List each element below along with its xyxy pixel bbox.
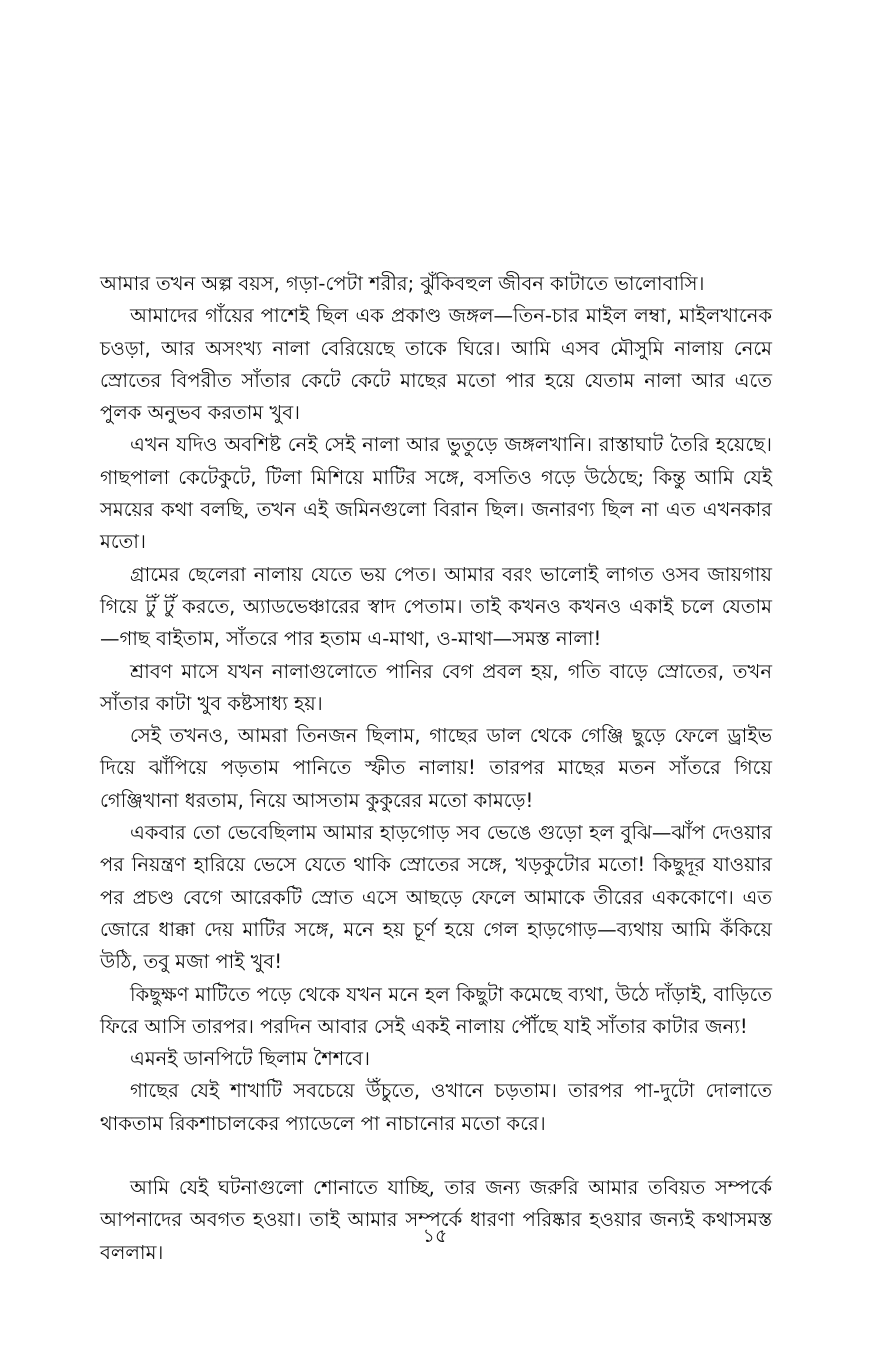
paragraph: শ্রাবণ মাসে যখন নালাগুলোতে পানির বেগ প্রবল হয়, গতি বাড়ে স্রোতের, তখন সাঁতার কাটা খুব কষ্টসাধ্য হয়।	[100, 659, 772, 715]
paragraph: সেই তখনও, আমরা তিনজন ছিলাম, গাছের ডাল থেকে গেঞ্জি ছুড়ে ফেলে ড্রাইভ দিয়ে ঝাঁপিয়ে পড়তাম পানিতে স্ফীত নালায়! তারপর মাছের মতন সাঁতরে গিয়ে গেঞ্জিখানা ধরতাম, নিয়ে আসতাম কুকুরের মতো কামড়ে!	[100, 724, 772, 812]
paragraph: আমার তখন অল্প বয়স, গড়া-পেটা শরীর; ঝুঁকিবহুল জীবন কাটাতে ভালোবাসি।	[100, 272, 705, 295]
paragraph: একবার তো ভেবেছিলাম আমার হাড়গোড় সব ভেঙে গুড়ো হল বুঝি—ঝাঁপ দেওয়ার পর নিয়ন্ত্রণ হারিয়ে ভেসে যেতে থাকি স্রোতের সঙ্গে, খড়কুটোর মতো! কিছুদূর যাওয়ার পর প্রচণ্ড বেগে আরেকটি স্রোত এসে আছড়ে ফেলে আমাকে তীরের এককোণে। এত জোরে ধাক্কা দেয় মাটির সঙ্গে, মনে হয় চূর্ণ হয়ে গেল হাড়গোড়—ব্যথায় আমি কঁকিয়ে উঠি, তবু মজা পাই খুব!	[100, 821, 772, 974]
paragraph: গাছের যেই শাখাটি সবচেয়ে উঁচুতে, ওখানে চড়তাম। তারপর পা-দুটো দোলাতে থাকতাম রিকশাচালকের প্যাডেলে পা নাচানোর মতো করে।	[100, 1079, 772, 1135]
paragraph: আমাদের গাঁয়ের পাশেই ছিল এক প্রকাণ্ড জঙ্গল—তিন-চার মাইল লম্বা, মাইলখানেক চওড়া, আর অসংখ্য নালা বেরিয়েছে তাকে ঘিরে। আমি এসব মৌসুমি নালায় নেমে স্রোতের বিপরীত সাঁতার কেটে কেটে মাছের মতো পার হয়ে যেতাম নালা আর এতে পুলক অনুভব করতাম খুব।	[100, 304, 772, 425]
paragraph: আমি যেই ঘটনাগুলো শোনাতে যাচ্ছি, তার জন্য জরুরি আমার তবিয়ত সম্পর্কে আপনাদের অবগত হওয়া। তাই আমার সম্পর্কে ধারণা পরিষ্কার হওয়ার জন্যই কথাসমস্ত বললাম।	[100, 1176, 772, 1264]
paragraph: এখন যদিও অবশিষ্ট নেই সেই নালা আর ভুতুড়ে জঙ্গলখানি। রাস্তাঘাট তৈরি হয়েছে। গাছপালা কেটেকুটে, টিলা মিশিয়ে মাটির সঙ্গে, বসতিও গড়ে উঠেছে; কিন্তু আমি যেই সময়ের কথা বলছি, তখন এই জমিনগুলো বিরান ছিল। জনারণ্য ছিল না এত এখনকার মতো।	[100, 433, 772, 554]
paragraph: গ্রামের ছেলেরা নালায় যেতে ভয় পেত। আমার বরং ভালোই লাগত ওসব জায়গায় গিয়ে টুঁ টুঁ করতে, অ্যাডভেঞ্চারের স্বাদ পেতাম। তাই কখনও কখনও একাই চলে যেতাম—গাছ বাইতাম, সাঁতরে পার হতাম এ-মাথা, ও-মাথা—সমস্ত নালা!	[100, 562, 772, 651]
paragraph: এমনই ডানপিটে ছিলাম শৈশবে।	[130, 1047, 370, 1071]
page-number: ১৫	[422, 1225, 448, 1247]
body-text	[100, 268, 772, 1269]
paragraph: কিছুক্ষণ মাটিতে পড়ে থেকে যখন মনে হল কিছুটা কমেছে ব্যথা, উঠে দাঁড়াই, বাড়িতে ফিরে আসি তারপর। পরদিন আবার সেই একই নালায় পৌঁছে যাই সাঁতার কাটার জন্য!	[100, 982, 772, 1038]
